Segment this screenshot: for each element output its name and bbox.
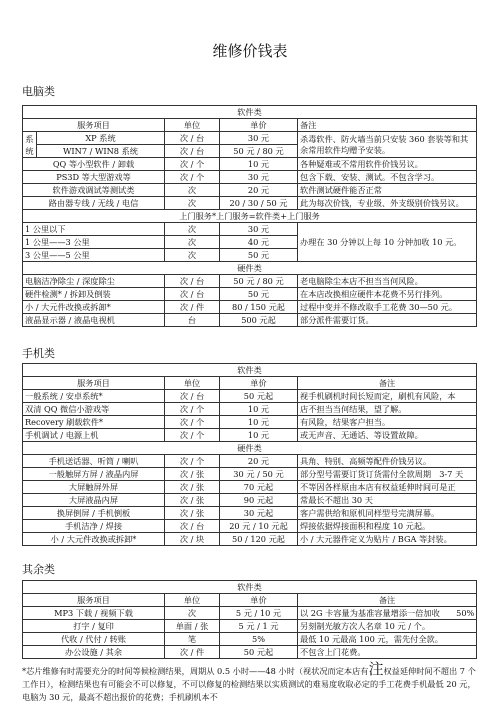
service-name: 小 / 大元件改换或拆卸*: [23, 533, 165, 546]
table-section-header: 硬件类: [23, 442, 477, 455]
column-header: 备注: [298, 594, 477, 607]
service-name: 一般触屏方屏 / 液晶内屏: [23, 468, 165, 481]
computer-table: [22, 105, 477, 327]
column-header: 单位: [165, 377, 220, 390]
remark-cell: 客户需供给和原机同样型号完满屏幕。: [298, 507, 477, 520]
remark-cell: 部分型号需要订货订货需付全款周期 3-7 天: [298, 468, 477, 481]
price-cell: 70 元起: [220, 481, 298, 494]
table-section-header: 软件类: [23, 106, 477, 119]
price-cell: 30 元: [220, 223, 298, 236]
price-cell: 30 元: [220, 132, 298, 145]
unit-cell: 次 / 张: [165, 494, 220, 507]
unit-cell: 次 / 个: [165, 455, 220, 468]
remark-cell: 软件测试硬件能否正常: [298, 184, 477, 197]
column-header: 服务项目: [23, 119, 165, 132]
table-section-header: 上门服务*上门服务=软件类+上门服务: [23, 210, 477, 223]
unit-cell: 次 / 个: [165, 158, 220, 171]
unit-cell: 次 / 张: [165, 468, 220, 481]
unit-cell: 台: [165, 314, 220, 327]
service-name: 1 公里——3 公里: [23, 236, 165, 249]
unit-cell: 笔: [165, 633, 220, 646]
footnote-mark: 注: [368, 660, 384, 678]
price-cell: 30 元起: [220, 507, 298, 520]
unit-cell: 次 / 台: [165, 520, 220, 533]
remark-cell: 店不担当当何结果，望了解。: [298, 403, 477, 416]
unit-cell: 次 / 个: [165, 403, 220, 416]
service-name: 手机调试 / 电源上机: [23, 429, 165, 442]
other-table: [22, 580, 477, 659]
section-heading-computer: 电脑类: [22, 85, 55, 98]
phone-table: [22, 363, 477, 546]
column-header: 单位: [165, 594, 220, 607]
service-name: 软件游戏调试等测试类: [23, 184, 165, 197]
price-cell: 20 元 / 10 元起: [220, 520, 298, 533]
service-name: 办公设施 / 其余: [23, 646, 165, 659]
service-name: Recovery 刷载软件*: [23, 416, 165, 429]
service-name: 1 公里以下: [23, 223, 165, 236]
service-name: QQ 等小型软件 / 卸载: [23, 158, 165, 171]
remark-cell: 视手机刷机时间长短而定，刷机有风险，本: [298, 390, 477, 403]
unit-cell: 次: [165, 236, 220, 249]
service-name: 路由器专线 / 无线 / 电信: [23, 197, 165, 210]
remark-cell: 杀毒软件、防火墙当前只安装 360 套装等和其余常用软件均赠予安装。: [298, 132, 477, 158]
price-cell: 50 / 120 元起: [220, 533, 298, 546]
remark-cell: 焊接依据焊接面积和程度 10 元起。: [298, 520, 477, 533]
column-header: 服务项目: [23, 377, 165, 390]
price-cell: 20 元: [220, 455, 298, 468]
service-name: WIN7 / WIN8 系统: [37, 145, 165, 158]
price-cell: 10 元: [220, 158, 298, 171]
unit-cell: 次 / 台: [165, 288, 220, 301]
page-title: 维修价钱表: [212, 42, 288, 60]
price-cell: 50 元起: [220, 646, 298, 659]
service-name: PS3D 等大型游戏等: [23, 171, 165, 184]
price-cell: 10 元: [220, 429, 298, 442]
service-name: 打字 / 复印: [23, 620, 165, 633]
remark-cell: 部分派件需要订货。: [298, 314, 477, 327]
remark-cell: 以 2G 卡容量为基准容量增添一倍加收 50%: [298, 607, 477, 620]
remark-cell: 此为每次价钱，专业级、外支级别价钱另议。: [298, 197, 477, 210]
remark-cell: 另刻制光敏方次人名章 10 元 / 个。: [298, 620, 477, 633]
service-name: MP3 下载 / 视频下载: [23, 607, 165, 620]
unit-cell: 次 / 台: [165, 390, 220, 403]
footnote-text: *芯片维修有时需要充分的时间等候检测结果，周期从 0.5 小时——48 小时（视状况而定本店有: [22, 666, 369, 676]
price-cell: 80 / 150 元起: [220, 301, 298, 314]
remark-cell: 最低 10 元最高 100 元，需先付全款。: [298, 633, 477, 646]
column-header: 单位: [165, 119, 220, 132]
price-cell: 10 元: [220, 403, 298, 416]
unit-cell: 次 / 块: [165, 533, 220, 546]
unit-cell: 次: [165, 223, 220, 236]
table-section-header: 软件类: [23, 364, 477, 377]
unit-cell: 次: [165, 184, 220, 197]
column-header: 单价: [220, 119, 298, 132]
unit-cell: 次: [165, 607, 220, 620]
price-cell: 50 元: [220, 288, 298, 301]
price-cell: 40 元: [220, 236, 298, 249]
section-heading-phone: 手机类: [22, 347, 55, 360]
service-name: 小 / 大元件改换或拆卸*: [23, 301, 165, 314]
price-cell: 50 元 / 80 元: [220, 145, 298, 158]
footnote-text-cont: 权益延伸时间不超出 7 个工作日），检测结果也有可能会不可以修复，不可以修复的检测结果以实质测试的难易度收取必定的手工花费手机最低 20 元，电脑为 30 元，最高不超出报价的花费；手机刷机本不: [22, 666, 476, 702]
price-cell: 50 元起: [220, 390, 298, 403]
unit-cell: 次 / 个: [165, 429, 220, 442]
remark-cell: 老电脑除尘本店不担当当何风险。: [298, 275, 477, 288]
unit-cell: 单面 / 张: [165, 620, 220, 633]
unit-cell: 次 / 台: [165, 275, 220, 288]
remark-cell: 各种疑难或不常用软件价钱另议。: [298, 158, 477, 171]
unit-cell: 次 / 件: [165, 301, 220, 314]
remark-cell: 不包含上门花费。: [298, 646, 477, 659]
remark-cell: 有风险，结果客户担当。: [298, 416, 477, 429]
column-header: 单价: [220, 377, 298, 390]
service-name: 大屏液晶内屏: [23, 494, 165, 507]
unit-cell: 次: [165, 197, 220, 210]
service-name: 双清 QQ 微信小游戏等: [23, 403, 165, 416]
remark-cell: 在本店改换相应硬件本花费不另行排列。: [298, 288, 477, 301]
remark-cell: 常最长不超出 30 天: [298, 494, 477, 507]
price-cell: 50 元: [220, 249, 298, 262]
column-header: 服务项目: [23, 594, 165, 607]
remark-cell: 具角、特别、高频等配件价钱另议。: [298, 455, 477, 468]
price-cell: 20 元: [220, 184, 298, 197]
price-cell: 90 元起: [220, 494, 298, 507]
column-header: 备注: [298, 119, 477, 132]
footnote: [22, 660, 478, 704]
table-section-header: 软件类: [23, 581, 477, 594]
unit-cell: 次 / 台: [165, 145, 220, 158]
service-name: XP 系统: [37, 132, 165, 145]
service-name: 代收 / 代付 / 转账: [23, 633, 165, 646]
service-name: 大屏触屏外屏: [23, 481, 165, 494]
service-name: 一般系统 / 安卓系统*: [23, 390, 165, 403]
unit-cell: 次 / 个: [165, 171, 220, 184]
price-cell: 5 元 / 10 元: [220, 607, 298, 620]
price-cell: 50 元 / 80 元: [220, 275, 298, 288]
remark-cell: 小 / 大元器件定义为贴片 / BGA 等封装。: [298, 533, 477, 546]
service-name: 手机洁净 / 焊接: [23, 520, 165, 533]
price-cell: 10 元: [220, 416, 298, 429]
service-name: 手机送话器、听筒 / 喇叭: [23, 455, 165, 468]
unit-cell: 次 / 件: [165, 646, 220, 659]
unit-cell: 次 / 台: [165, 132, 220, 145]
price-cell: 5%: [220, 633, 298, 646]
price-cell: 20 / 30 / 50 元: [220, 197, 298, 210]
price-cell: 500 元起: [220, 314, 298, 327]
column-header: 单价: [220, 594, 298, 607]
section-heading-other: 其余类: [22, 563, 55, 576]
service-name: 换屏倒屏 / 手机倒板: [23, 507, 165, 520]
remark-cell: 或无声音、无通话、等设置故障。: [298, 429, 477, 442]
price-cell: 5 元 / 1 元: [220, 620, 298, 633]
service-name: 电脑洁净除尘 / 深度除尘: [23, 275, 165, 288]
remark-cell: 不等因各样原由本店有权益延伸时间可是正: [298, 481, 477, 494]
unit-cell: 次 / 张: [165, 481, 220, 494]
remark-cell: 办理在 30 分钟以上每 10 分钟加收 10 元。: [298, 223, 477, 262]
column-header: 备注: [298, 377, 477, 390]
os-side-label: 系 统: [23, 132, 37, 158]
table-section-header: 硬件类: [23, 262, 477, 275]
service-name: 液晶显示器 / 液晶电视机: [23, 314, 165, 327]
service-name: 硬件检测* / 拆卸及倒装: [23, 288, 165, 301]
remark-cell: 过程中变并不修改取手工花费 30—50 元。: [298, 301, 477, 314]
unit-cell: 次: [165, 249, 220, 262]
service-name: 3 公里——5 公里: [23, 249, 165, 262]
price-cell: 30 元: [220, 171, 298, 184]
unit-cell: 次 / 张: [165, 507, 220, 520]
price-cell: 30 元 / 50 元: [220, 468, 298, 481]
unit-cell: 次 / 个: [165, 416, 220, 429]
remark-cell: 包含下载、安装、测试。不包含学习。: [298, 171, 477, 184]
